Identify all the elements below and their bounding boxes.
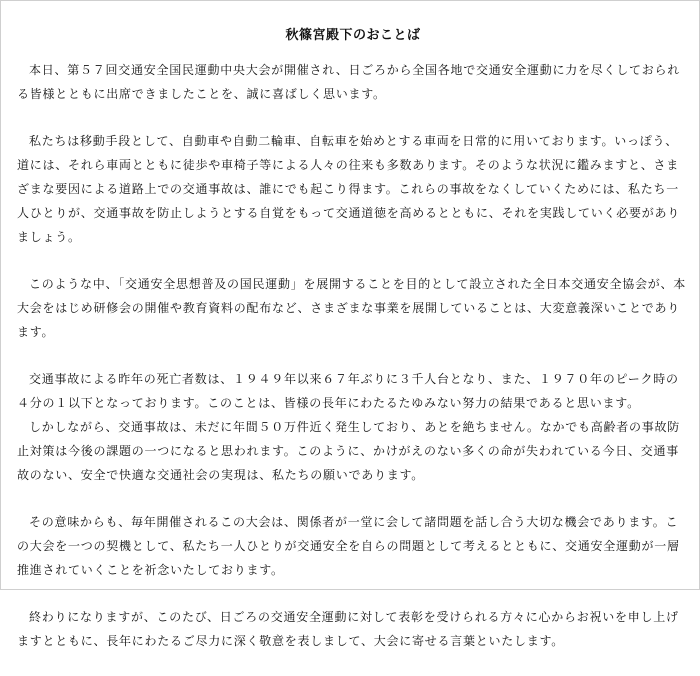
paragraph-7: 終わりになりますが、このたび、日ごろの交通安全運動に対して表彰を受けられる方々に心からお祝いを申し上げますとともに、長年にわたるご尽力に深く敬意を表しまして、大会に寄せる言葉といたします。 <box>17 610 679 648</box>
paragraph-3: このような中、「交通安全思想普及の国民運動」を展開することを目的として設立された全日本交通安全協会が、本大会をはじめ研修会の開催や教育資料の配布など、さまざまな事業を展開していることは、大変意義深いことであります。 <box>17 277 687 339</box>
paragraph-6: その意味からも、毎年開催されるこの大会は、関係者が一堂に会して諸問題を話し合う大切な機会であります。この大会を一つの契機として、私たち一人ひとりが交通安全を自らの問題として考えるとともに、交通安全運動が一層推進されていくことを祈念いたしております。 <box>17 515 680 577</box>
page-title: 秋篠宮殿下のおことば <box>285 28 421 43</box>
paragraph-5: しかしながら、交通事故は、未だに年間５０万件近く発生しており、あとを絶ちません。なかでも高齢者の事故防止対策は今後の課題の一つになると思われます。このように、かけがえのない多くの命が失われている今日、交通事故のない、安全で快適な交通社会の実現は、私たちの願いであります。 <box>17 420 680 482</box>
paragraph-1: 本日、第５７回交通安全国民運動中央大会が開催され、日ごろから全国各地で交通安全運動に力を尽くしておられる皆様とともに出席できましたことを、誠に喜ばしく思います。 <box>17 63 680 101</box>
speech-document <box>17 28 689 676</box>
paragraph-2: 私たちは移動手段として、自動車や自動二輪車、自転車を始めとする車両を日常的に用いております。いっぽう、道には、それら車両とともに徒歩や車椅子等による人々の往来も多数あります。そのような状況に鑑みますと、さまざまな要因による道路上での交通事故は、誰にでも起こり得ます。これらの事故をなくしていくためには、私たち一人ひとりが、交通事故を防止しようとする自覚をもって交通道徳を高めるとともに、それを実践していく必要がありましょう。 <box>17 134 681 244</box>
paragraph-4: 交通事故による昨年の死亡者数は、１９４９年以来６７年ぶりに３千人台となり、また、１９７０年のピーク時の４分の１以下となっております。このことは、皆様の長年にわたるたゆみない努力の結果であると思います。 <box>17 372 679 410</box>
